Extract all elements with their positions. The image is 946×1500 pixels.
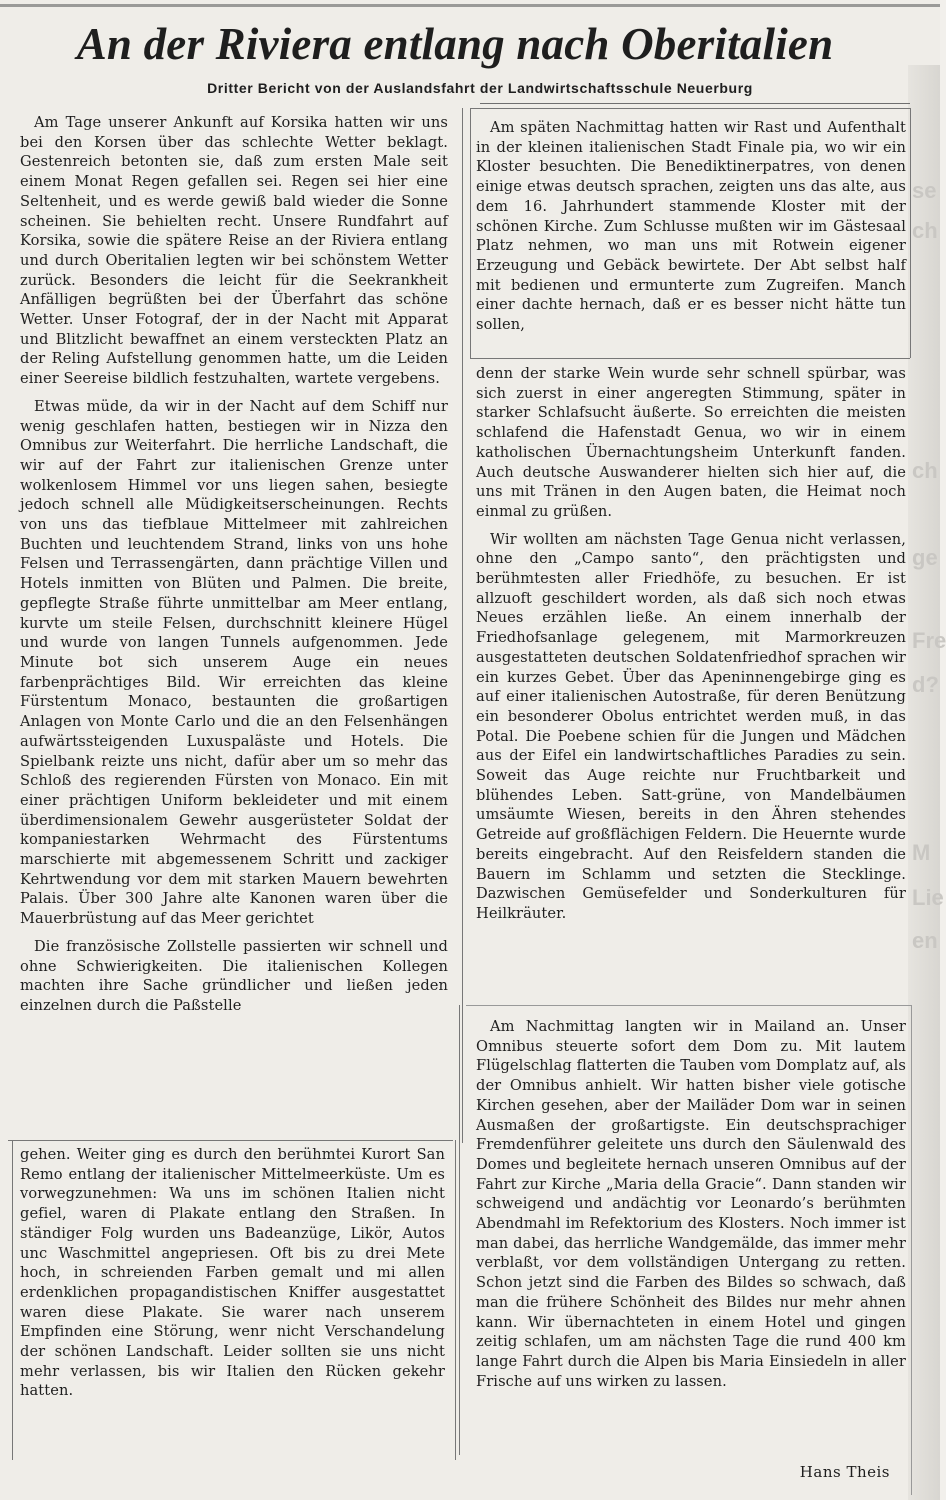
- paragraph: denn der starke Wein wurde sehr schnell spürbar, was sich zuerst in einer angeregten Stimmung, später in starker Schlafsucht äußerte. So erreichten die meisten schlafend die Hafenstadt Genua, wo wir in einem katholischen Übernachtungsheim Unterkunft fanden. Auch deutsche Auswanderer hielten sich hier auf, die uns mit Tränen in den Augen baten, die Heimat noch einmal zu grüßen.: [476, 365, 906, 520]
- box-rule: [470, 358, 910, 359]
- column-divider: [462, 108, 463, 1143]
- paragraph: Am Tage unserer Ankunft auf Korsika hatten wir uns bei den Korsen über das schlechte Wetter beklagt. Gestenreich betonten sie, daß zum ersten Male seit einem Monat Regen gefallen sei. Regen sei hier eine Seltenheit, und es werde gewiß bald wieder die Sonne scheinen. Sie behielten recht. Unsere Rundfahrt auf Korsika, sowie die spätere Reise an der Riviera entlang und durch Oberitalien legten wir bei schönstem Wetter zurück. Besonders die leicht für die Seekrankheit Anfälligen begrüßten bei der Überfahrt das schöne Wetter. Unser Fotograf, der in der Nacht mit Apparat und Blitzlicht bewaffnet an einem versteckten Platz an der Reling Aufstellung genommen hatte, um die Leiden einer Seereise bildlich festzuhalten, wartete vergebens.: [20, 114, 448, 388]
- edge-fragment: Lie: [912, 885, 944, 910]
- column-divider: [470, 108, 471, 358]
- edge-fragment: se: [912, 178, 937, 203]
- column-left-top: [20, 113, 448, 1016]
- box-rule: [466, 1005, 911, 1006]
- edge-fragment: ch: [912, 218, 938, 243]
- paragraph: Etwas müde, da wir in der Nacht auf dem Schiff nur wenig geschlafen hatten, bestiegen wir in Nizza den Omnibus zur Weiterfahrt. Die herrliche Landschaft, die wir auf der Fahrt zur italienischen Grenze unter wolkenlosem Himmel vor uns liegen sahen, besiegte jedoch schnell alle Müdigkeitserscheinungen. Rechts von uns das tiefblaue Mittelmeer mit zahlreichen Buchten und leuchtendem Strand, links von uns hohe Felsen und Terrassengärten, dann prächtige Villen und Hotels inmitten von Blüten und Palmen. Die breite, gepflegte Straße führte unmittelbar am Meer entlang, kurvte um steile Felsen, durchschnitt kleinere Hügel und wurde von langen Tunnels aufgenommen. Jede Minute bot sich unserem Auge ein neues farbenprächtiges Bild. Wir erreichten das kleine Fürstentum Monaco, bestaunten die großartigen Anlagen von Monte Carlo und die an den Felsenhängen aufwärtssteigenden Luxuspaläste und Hotels. Die Spielbank reizte uns nicht, dafür aber um so mehr das Schloß des regierenden Fürsten von Monaco. Ein mit einer prächtigen Uniform bekleideter und mit einem überdimensionalem Gewehr ausgerüsteter Soldat der kompaniestarken Wehrmacht des Fürstentums marschierte mit abgemessenem Schritt und zackiger Kehrtwendung vor dem mit starken Mauern bewehrten Palais. Über 300 Jahre alte Kanonen waren über die Mauerbrüstung auf das Meer gerichtet: [20, 397, 448, 928]
- column-right-bottom: [476, 1017, 906, 1391]
- edge-fragment: Fre: [912, 628, 946, 653]
- paragraph: Am späten Nachmittag hatten wir Rast und Aufenthalt in der kleinen italienischen Stadt Finale pia, wo wir ein Kloster besuchten. Die Benediktinerpatres, von denen einige etwas deutsch sprachen, zeigten uns das alte, aus dem 16. Jahrhundert stammende Kloster mit der schönen Kirche. Zum Schlusse mußten wir im Gästesaal Platz nehmen, wo man uns mit Rotwein eigener Erzeugung und Gebäck bewirtete. Der Abt selbst half mit bedienen und ermunterte zum Zugreifen. Manch einer dachte hernach, daß er es besser nicht hätte tun sollen,: [476, 119, 906, 334]
- paragraph: Am Nachmittag langten wir in Mailand an. Unser Omnibus steuerte sofort dem Dom zu. Mit lautem Flügelschlag flatterten die Tauben vom Domplatz auf, als der Omnibus anhielt. Wir hatten bisher viele gotische Kirchen gesehen, aber der Mailäder Dom war in seinen Ausmaßen der großartigste. Ein deutschsprachiger Fremdenführer geleitete uns durch den Säulenwald des Domes und begleitete hernach unseren Omnibus auf der Fahrt zur Kirche „Maria della Gracie“. Dann standen wir schweigend und andächtig vor Leonardo’s berühmten Abendmahl im Refektorium des Klosters. Noch immer ist man dabei, das herrliche Wandgemälde, das immer mehr verblaßt, vor dem vollständigen Untergang zu retten. Schon jetzt sind die Farben des Bildes so schwach, daß man die frühere Schönheit des Bildes nur mehr ahnen kann. Wir übernachteten in einem Hotel und gingen zeitig schlafen, um am nächsten Tage die rund 400 km lange Fahrt durch die Alpen bis Maria Einsiedeln in aller Frische auf uns wirken zu lassen.: [476, 1018, 906, 1390]
- box-rule: [8, 1140, 453, 1141]
- box-rule: [455, 1140, 456, 1460]
- box-rule: [470, 108, 910, 109]
- box-rule: [12, 1140, 13, 1460]
- author-byline: Hans Theis: [799, 1463, 890, 1481]
- edge-fragment: ge: [912, 545, 938, 570]
- column-divider: [459, 1005, 460, 1455]
- paragraph: Wir wollten am nächsten Tage Genua nicht verlassen, ohne den „Campo santo“, den prächtigsten und berühmtesten aller Friedhöfe, zu besuchen. Er ist allzuoft geschildert worden, als daß sich noch etwas Neues erzählen ließe. An einem innerhalb der Friedhofsanlage gelegenem, mit Marmorkreuzen ausgestatteten deutschen Soldatenfriedhof sprachen wir ein kurzes Gebet. Über das Apeninnengebirge ging es auf einer italienischen Autostraße, für deren Benützung ein besonderer Obolus entrichtet werden muß, in das Potal. Die Poebene schien für die Jungen und Mädchen aus der Eifel ein landwirtschaftliches Paradies zu sein. Soweit das Auge reichte nur Fruchtbarkeit und blühendes Leben. Satt-grüne, von Mandelbäumen umsäumte Wiesen, bereits in den Ähren stehendes Getreide auf großflächigen Feldern. Die Heuernte wurde bereits eingebracht. Auf den Reisfeldern standen die Bauern im Schlamm und setzten die Stecklinge. Dazwischen Gemüsefelder und Sonderkulturen für Heilkräuter.: [476, 530, 906, 922]
- top-rule: [0, 4, 940, 7]
- box-rule: [911, 1005, 912, 1495]
- column-left-bottom: [20, 1145, 445, 1401]
- edge-fragment: en: [912, 928, 938, 953]
- edge-fragment: M: [912, 840, 931, 865]
- column-right-middle: [476, 364, 906, 924]
- paragraph: gehen. Weiter ging es durch den berühmtei Kurort San Remo entlang der italienischer Mittelmeerküste. Um es vorwegzunehmen: Wa uns im schönen Italien nicht gefiel, waren di Plakate entlang den Straßen. In ständiger Folg wurden uns Badeanzüge, Likör, Autos unc Waschmittel angepriesen. Oft bis zu drei Mete hoch, in schreienden Farben gemalt und mi allen erdenklichen propagandistischen Kniffer ausgestattet waren diese Plakate. Sie warer nach unserem Empfinden eine Störung, wenr nicht Verschandelung der schönen Landschaft. Leider sollten sie uns nicht mehr verlassen, bis wir Italien den Rücken gekehr hatten.: [20, 1146, 445, 1400]
- edge-fragment: ch: [912, 458, 938, 483]
- box-rule: [910, 108, 911, 358]
- article-title: An der Riviera entlang nach Oberitalien: [76, 19, 834, 69]
- subtitle-rule: [480, 103, 910, 104]
- edge-fragment: d?: [912, 672, 939, 697]
- adjacent-page-edge: [908, 65, 946, 1500]
- column-right-top: [476, 118, 906, 335]
- article-subtitle: Dritter Bericht von der Auslandsfahrt der Landwirtschaftsschule Neuerburg: [207, 80, 753, 96]
- paragraph: Die französische Zollstelle passierten wir schnell und ohne Schwierigkeiten. Die italienischen Kollegen machten ihre Sache gründlicher und ließen jeden einzelnen durch die Paßstelle: [20, 937, 448, 1014]
